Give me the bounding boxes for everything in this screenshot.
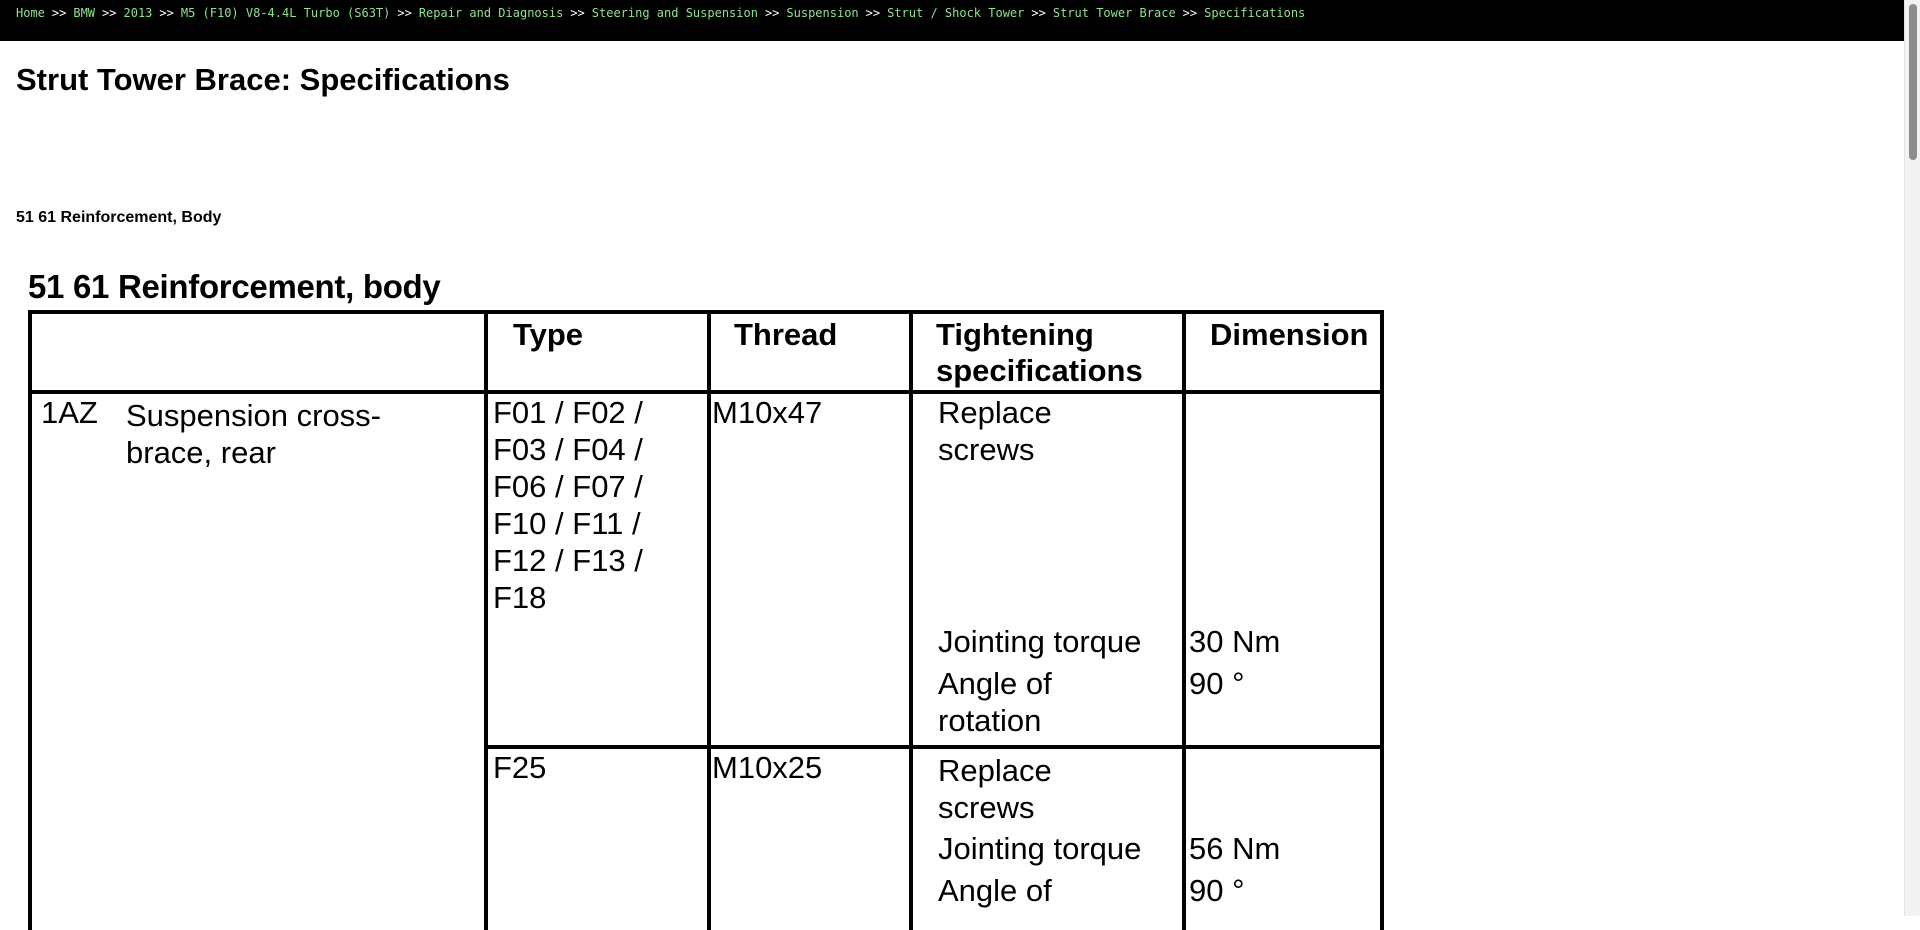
- breadcrumb-separator: >>: [1031, 6, 1046, 20]
- vertical-scrollbar[interactable]: [1904, 0, 1920, 916]
- type-line: F18: [493, 580, 547, 615]
- angle-value: 90 °: [1189, 666, 1245, 701]
- breadcrumb-separator: >>: [865, 6, 881, 20]
- angle-label-line1: Angle of: [938, 873, 1052, 908]
- breadcrumb: [16, 0, 1305, 26]
- breadcrumb-link-model[interactable]: M5 (F10) V8-4.4L Turbo (S63T): [180, 6, 391, 20]
- jointing-torque-value: 30 Nm: [1189, 624, 1281, 659]
- jointing-torque-label: Jointing torque: [938, 831, 1142, 866]
- type-line: F06 / F07 /: [493, 469, 643, 504]
- jointing-torque-label: Jointing torque: [938, 624, 1142, 659]
- breadcrumb-link-year[interactable]: 2013: [123, 6, 153, 20]
- type-line: F03 / F04 /: [493, 432, 643, 467]
- column-header-dimension: Dimension: [1210, 317, 1369, 352]
- column-header-tightening-line1: Tightening: [936, 317, 1094, 352]
- breadcrumb-bar: [0, 0, 1904, 41]
- breadcrumb-separator: >>: [102, 6, 117, 20]
- angle-value: 90 °: [1189, 873, 1245, 908]
- column-header-thread: Thread: [734, 317, 838, 352]
- type-line: F12 / F13 /: [493, 543, 643, 578]
- table-header-divider: [28, 390, 1384, 394]
- breadcrumb-link-repair[interactable]: Repair and Diagnosis: [418, 6, 564, 20]
- breadcrumb-separator: >>: [397, 6, 412, 20]
- table-border-top: [28, 310, 1384, 314]
- column-header-tightening-line2: specifications: [936, 353, 1143, 388]
- breadcrumb-link-strut-brace[interactable]: Strut Tower Brace: [1052, 6, 1176, 20]
- breadcrumb-link-specifications[interactable]: Specifications: [1204, 6, 1306, 20]
- column-header-type: Type: [513, 317, 584, 352]
- section-heading: 51 61 Reinforcement, Body: [16, 209, 222, 226]
- replace-screws-line2: screws: [938, 432, 1035, 467]
- breadcrumb-link-bmw[interactable]: BMW: [73, 6, 96, 20]
- table-row-divider: [484, 745, 1384, 749]
- thread-value: M10x25: [712, 750, 823, 785]
- part-name-line2: brace, rear: [126, 435, 276, 470]
- replace-screws-line1: Replace: [938, 753, 1052, 788]
- table-col-divider-dimension: [1182, 310, 1186, 930]
- replace-screws-line1: Replace: [938, 395, 1052, 430]
- breadcrumb-separator: >>: [159, 6, 174, 20]
- table-col-divider-tightening: [909, 310, 913, 930]
- breadcrumb-separator: >>: [51, 6, 67, 20]
- breadcrumb-separator: >>: [570, 6, 585, 20]
- breadcrumb-link-steering[interactable]: Steering and Suspension: [591, 6, 758, 20]
- part-code: 1AZ: [41, 395, 98, 430]
- replace-screws-line2: screws: [938, 790, 1035, 825]
- jointing-torque-value: 56 Nm: [1189, 831, 1281, 866]
- breadcrumb-separator: >>: [1182, 6, 1198, 20]
- angle-label-line2: rotation: [938, 703, 1042, 738]
- type-line: F10 / F11 /: [493, 506, 641, 541]
- breadcrumb-link-home[interactable]: Home: [16, 6, 45, 20]
- thread-value: M10x47: [712, 395, 823, 430]
- table-border-right: [1380, 310, 1384, 930]
- part-name-line1: Suspension cross-: [126, 398, 382, 433]
- scrollbar-thumb[interactable]: [1909, 4, 1917, 160]
- breadcrumb-separator: >>: [764, 6, 780, 20]
- table-col-divider-type: [484, 310, 488, 930]
- table-border-left: [28, 310, 32, 930]
- breadcrumb-link-suspension[interactable]: Suspension: [786, 6, 859, 20]
- spec-table-image: [28, 268, 1388, 928]
- table-col-divider-thread: [707, 310, 711, 930]
- angle-label-line1: Angle of: [938, 666, 1052, 701]
- spec-table-title: 51 61 Reinforcement, body: [28, 268, 441, 305]
- type-line: F01 / F02 /: [493, 395, 643, 430]
- type-line: F25: [493, 750, 547, 785]
- page-title: Strut Tower Brace: Specifications: [16, 62, 510, 97]
- breadcrumb-link-shock-tower[interactable]: Strut / Shock Tower: [887, 6, 1025, 20]
